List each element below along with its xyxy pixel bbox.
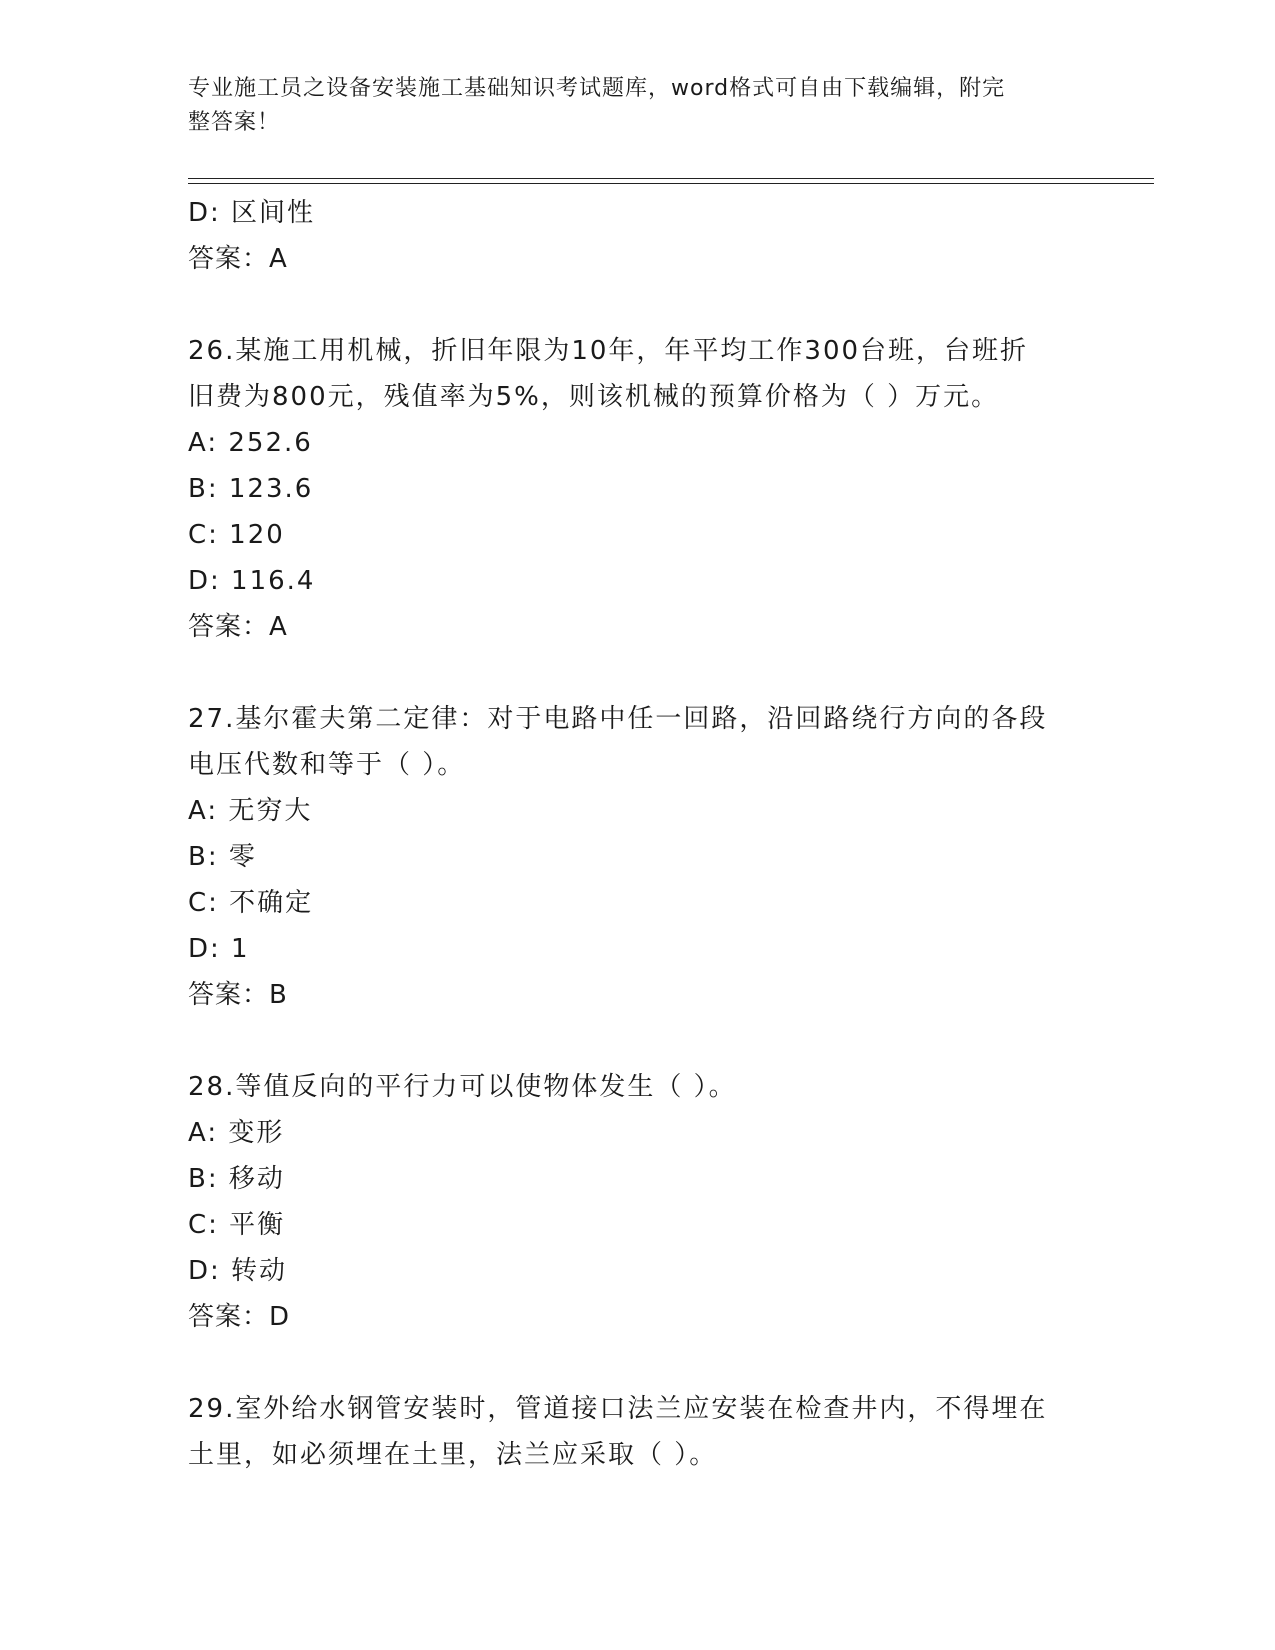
option-a: A: 变形 [188,1118,285,1148]
option-b: B: 零 [188,842,257,872]
option-a: A: 252.6 [188,428,313,458]
question-29 [188,1386,1088,1478]
header-line-2: 整答案！ [188,110,281,135]
option-d: D: 区间性 [188,198,316,228]
option-b: B: 123.6 [188,474,314,504]
question-stem-line-1: 26.某施工用机械，折旧年限为10年，年平均工作300台班，台班折 [188,336,1029,366]
spacer [188,1340,1088,1386]
question-27 [188,696,1088,1018]
option-d: D: 1 [188,934,250,964]
option-d: D: 116.4 [188,566,316,596]
question-stem-line-1: 29.室外给水钢管安装时，管道接口法兰应安装在检查井内，不得埋在 [188,1394,1048,1424]
option-a: A: 无穷大 [188,796,313,826]
question-stem-line-2: 土里，如必须埋在土里，法兰应采取（ ）。 [188,1440,718,1470]
option-d: D: 转动 [188,1256,288,1286]
answer: 答案：A [188,244,288,274]
document-body [188,190,1088,1478]
option-c: C: 120 [188,520,285,550]
question-stem-line-2: 旧费为800元，残值率为5%，则该机械的预算价格为（ ）万元。 [188,382,1000,412]
question-28 [188,1064,1088,1340]
header-divider-bottom [188,183,1154,184]
option-c: C: 平衡 [188,1210,286,1240]
question-stem-line-2: 电压代数和等于（ ）。 [188,750,466,780]
question-stem-line-1: 27.基尔霍夫第二定律：对于电路中任一回路，沿回路绕行方向的各段 [188,704,1048,734]
header-divider-top [188,178,1154,179]
document-header [188,72,1068,140]
spacer [188,650,1088,696]
answer: 答案：B [188,980,288,1010]
spacer [188,1018,1088,1064]
option-b: B: 移动 [188,1164,285,1194]
answer: 答案：D [188,1302,291,1332]
answer: 答案：A [188,612,288,642]
question-stem-line-1: 28.等值反向的平行力可以使物体发生（ ）。 [188,1072,737,1102]
spacer [188,282,1088,328]
question-25-tail [188,190,1088,282]
option-c: C: 不确定 [188,888,314,918]
question-26 [188,328,1088,650]
header-line-1: 专业施工员之设备安装施工基础知识考试题库，word格式可自由下载编辑，附完 [188,76,1006,101]
